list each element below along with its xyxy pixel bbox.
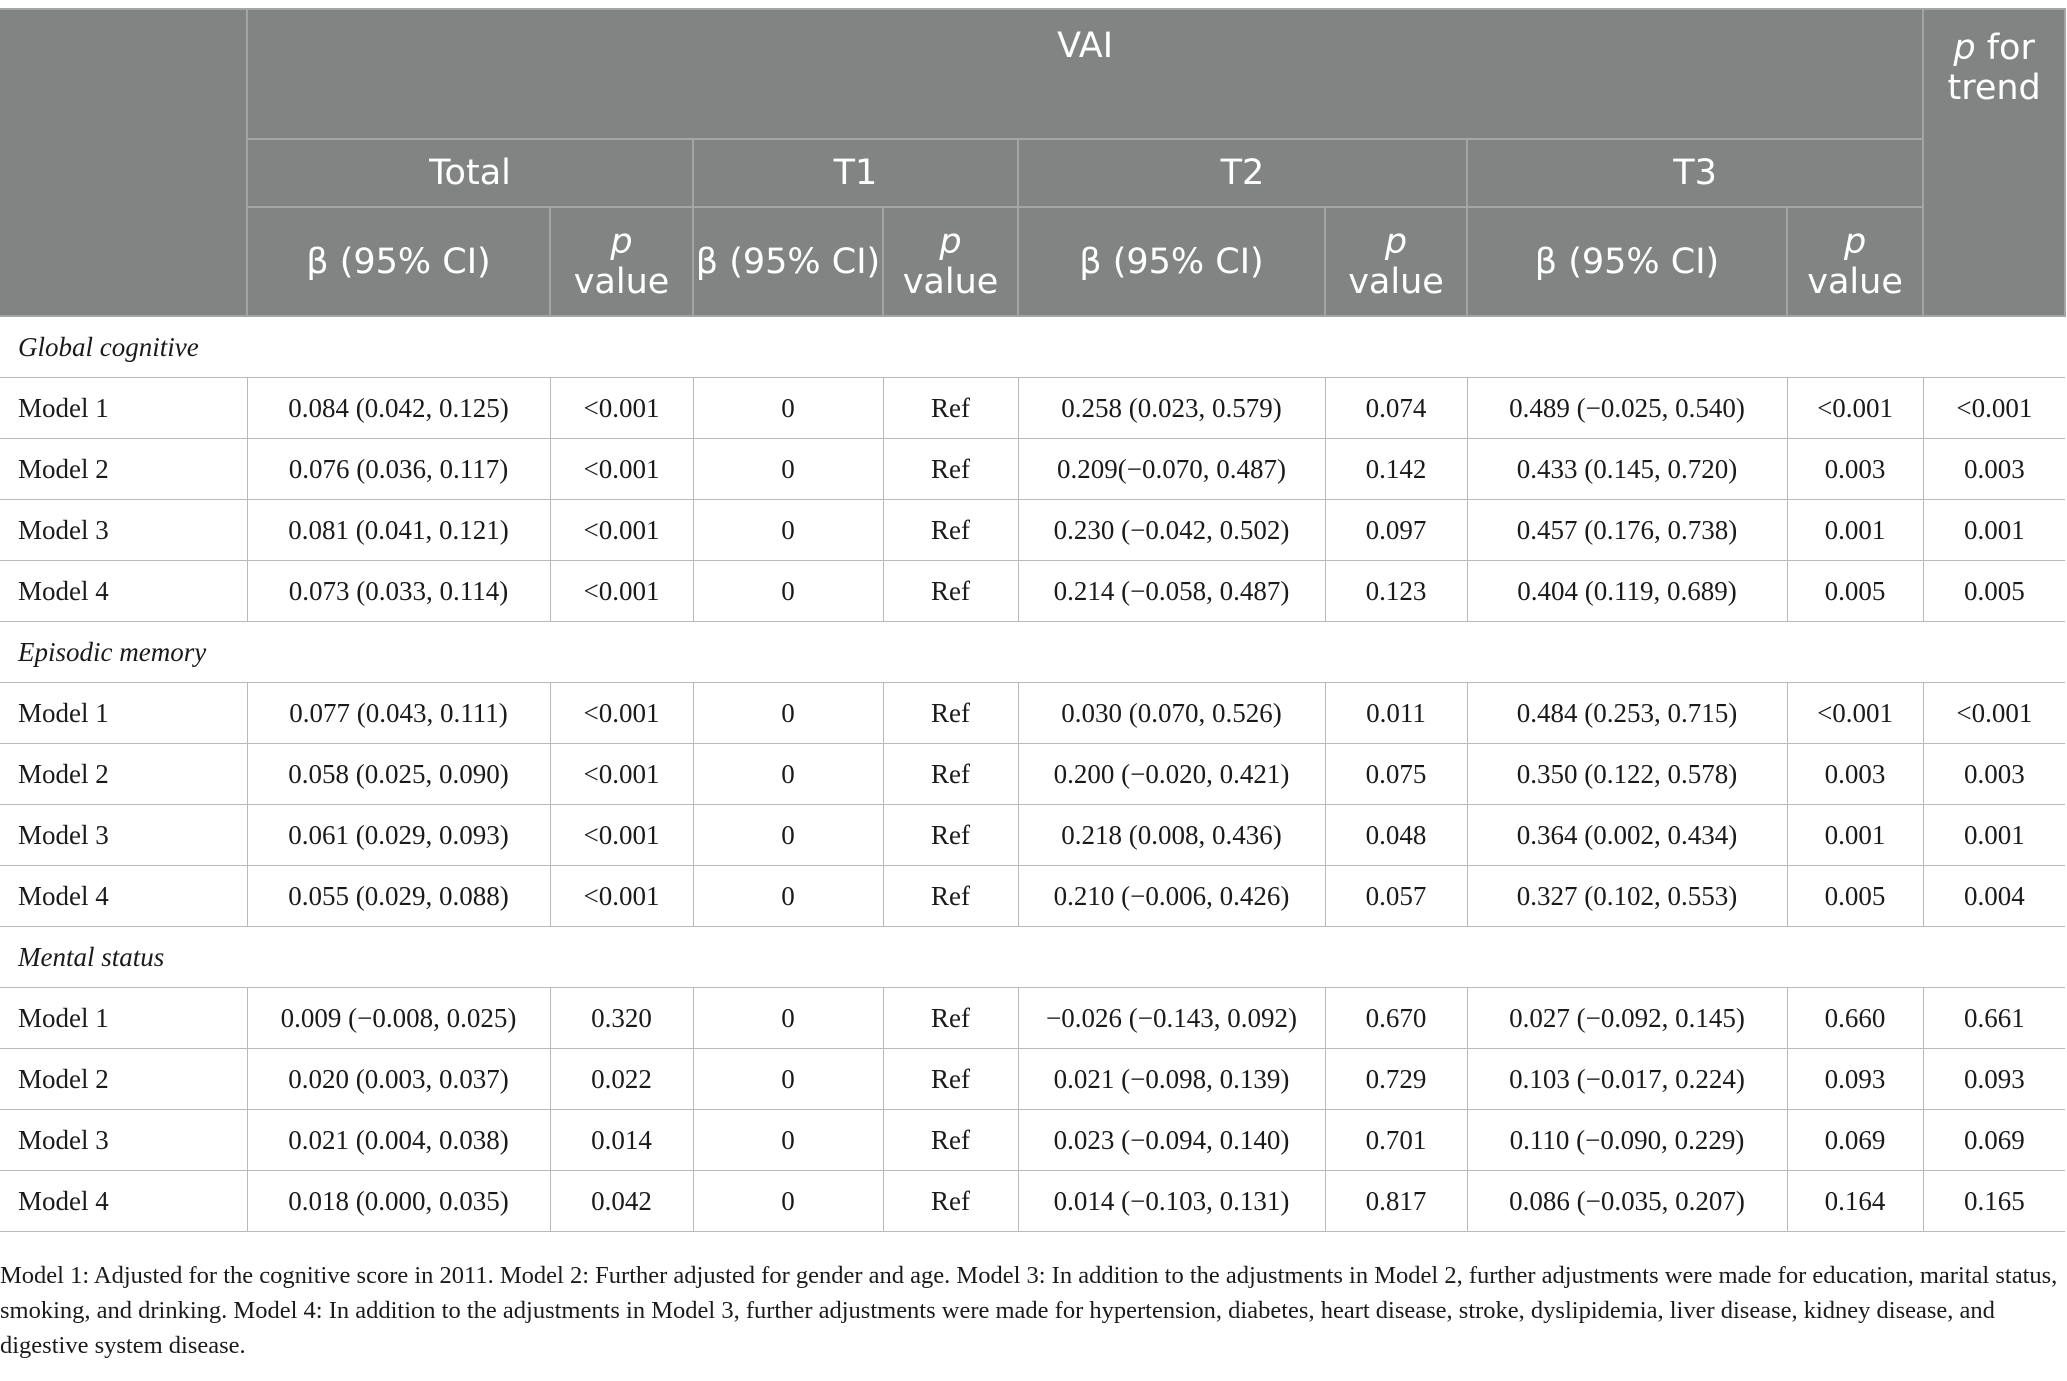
cell-total-beta: 0.077 (0.043, 0.111) <box>247 683 550 744</box>
results-table-container <box>0 8 2065 1232</box>
cell-p-trend: 0.003 <box>1923 439 2065 500</box>
cell-t3-beta: 0.457 (0.176, 0.738) <box>1467 500 1787 561</box>
header-p-value-t2: p value <box>1325 207 1467 316</box>
cell-t2-p: 0.142 <box>1325 439 1467 500</box>
table-row <box>0 1171 2065 1232</box>
cell-t1-beta: 0 <box>693 561 883 622</box>
cell-t3-p: 0.005 <box>1787 866 1923 927</box>
cell-p-trend: <0.001 <box>1923 683 2065 744</box>
section-header-row <box>0 622 2065 683</box>
cell-t3-p: 0.069 <box>1787 1110 1923 1171</box>
cell-model: Model 1 <box>0 378 247 439</box>
table-row <box>0 866 2065 927</box>
cell-t2-p: 0.701 <box>1325 1110 1467 1171</box>
cell-t2-beta: 0.258 (0.023, 0.579) <box>1018 378 1325 439</box>
cell-total-p: <0.001 <box>550 378 693 439</box>
cell-t2-beta: 0.021 (−0.098, 0.139) <box>1018 1049 1325 1110</box>
cell-total-beta: 0.061 (0.029, 0.093) <box>247 805 550 866</box>
cell-p-trend: 0.004 <box>1923 866 2065 927</box>
cell-t3-p: 0.093 <box>1787 1049 1923 1110</box>
p-italic: p <box>1953 28 1976 68</box>
cell-p-trend: <0.001 <box>1923 378 2065 439</box>
cell-t3-p: 0.003 <box>1787 439 1923 500</box>
table-row <box>0 1049 2065 1110</box>
cell-t3-beta: 0.433 (0.145, 0.720) <box>1467 439 1787 500</box>
cell-p-trend: 0.005 <box>1923 561 2065 622</box>
cell-t3-p: 0.005 <box>1787 561 1923 622</box>
cell-t3-p: 0.001 <box>1787 500 1923 561</box>
cell-t2-beta: 0.200 (−0.020, 0.421) <box>1018 744 1325 805</box>
cell-total-beta: 0.020 (0.003, 0.037) <box>247 1049 550 1110</box>
cell-t2-beta: 0.230 (−0.042, 0.502) <box>1018 500 1325 561</box>
table-header <box>0 9 2065 316</box>
cell-t1-beta: 0 <box>693 1049 883 1110</box>
table-row <box>0 805 2065 866</box>
cell-model: Model 4 <box>0 1171 247 1232</box>
cell-model: Model 3 <box>0 805 247 866</box>
header-corner-cell <box>0 9 247 316</box>
cell-total-beta: 0.081 (0.041, 0.121) <box>247 500 550 561</box>
header-group-total: Total <box>247 139 693 207</box>
cell-t2-p: 0.048 <box>1325 805 1467 866</box>
cell-p-trend: 0.165 <box>1923 1171 2065 1232</box>
cell-t1-p: Ref <box>883 805 1018 866</box>
header-beta-t1: β (95% CI) <box>693 207 883 316</box>
header-group-t2: T2 <box>1018 139 1467 207</box>
cell-t3-beta: 0.103 (−0.017, 0.224) <box>1467 1049 1787 1110</box>
cell-t1-p: Ref <box>883 378 1018 439</box>
header-group-t3: T3 <box>1467 139 1923 207</box>
cell-t1-p: Ref <box>883 683 1018 744</box>
cell-model: Model 4 <box>0 561 247 622</box>
p-for-trend-rest: for trend <box>1947 28 2041 108</box>
cell-t2-p: 0.817 <box>1325 1171 1467 1232</box>
header-group-t1: T1 <box>693 139 1018 207</box>
cell-t2-p: 0.074 <box>1325 378 1467 439</box>
cell-t1-beta: 0 <box>693 683 883 744</box>
cell-p-trend: 0.661 <box>1923 988 2065 1049</box>
cell-t3-p: <0.001 <box>1787 683 1923 744</box>
cell-t1-beta: 0 <box>693 744 883 805</box>
cell-total-beta: 0.021 (0.004, 0.038) <box>247 1110 550 1171</box>
cell-total-p: 0.042 <box>550 1171 693 1232</box>
table-row <box>0 744 2065 805</box>
cell-p-trend: 0.069 <box>1923 1110 2065 1171</box>
cell-total-p: 0.022 <box>550 1049 693 1110</box>
header-p-value-total: p value <box>550 207 693 316</box>
cell-t2-beta: 0.209(−0.070, 0.487) <box>1018 439 1325 500</box>
header-beta-t3: β (95% CI) <box>1467 207 1787 316</box>
header-beta-t2: β (95% CI) <box>1018 207 1325 316</box>
cell-model: Model 4 <box>0 866 247 927</box>
cell-model: Model 2 <box>0 439 247 500</box>
cell-t1-p: Ref <box>883 1110 1018 1171</box>
cell-t2-beta: 0.023 (−0.094, 0.140) <box>1018 1110 1325 1171</box>
cell-t2-p: 0.729 <box>1325 1049 1467 1110</box>
cell-total-beta: 0.073 (0.033, 0.114) <box>247 561 550 622</box>
cell-t1-p: Ref <box>883 1049 1018 1110</box>
cell-t3-beta: 0.350 (0.122, 0.578) <box>1467 744 1787 805</box>
cell-total-p: <0.001 <box>550 500 693 561</box>
cell-total-beta: 0.055 (0.029, 0.088) <box>247 866 550 927</box>
cell-t1-p: Ref <box>883 1171 1018 1232</box>
section-title: Episodic memory <box>0 622 2065 683</box>
cell-total-p: <0.001 <box>550 805 693 866</box>
cell-t2-p: 0.075 <box>1325 744 1467 805</box>
cell-t2-p: 0.123 <box>1325 561 1467 622</box>
cell-total-beta: 0.076 (0.036, 0.117) <box>247 439 550 500</box>
section-header-row <box>0 927 2065 988</box>
cell-p-trend: 0.001 <box>1923 500 2065 561</box>
table-row <box>0 1110 2065 1171</box>
cell-t2-p: 0.011 <box>1325 683 1467 744</box>
cell-t3-beta: 0.489 (−0.025, 0.540) <box>1467 378 1787 439</box>
cell-t3-p: 0.003 <box>1787 744 1923 805</box>
header-vai: VAI <box>247 9 1923 139</box>
table-row <box>0 988 2065 1049</box>
cell-t3-beta: 0.086 (−0.035, 0.207) <box>1467 1171 1787 1232</box>
cell-total-beta: 0.018 (0.000, 0.035) <box>247 1171 550 1232</box>
cell-t1-beta: 0 <box>693 378 883 439</box>
cell-total-beta: 0.009 (−0.008, 0.025) <box>247 988 550 1049</box>
cell-model: Model 3 <box>0 1110 247 1171</box>
cell-t3-beta: 0.027 (−0.092, 0.145) <box>1467 988 1787 1049</box>
cell-total-p: <0.001 <box>550 561 693 622</box>
cell-total-p: <0.001 <box>550 866 693 927</box>
header-p-for-trend <box>1923 9 2065 316</box>
cell-t2-beta: −0.026 (−0.143, 0.092) <box>1018 988 1325 1049</box>
table-body <box>0 316 2065 1232</box>
cell-p-trend: 0.093 <box>1923 1049 2065 1110</box>
cell-t2-beta: 0.214 (−0.058, 0.487) <box>1018 561 1325 622</box>
table-row <box>0 500 2065 561</box>
cell-t1-p: Ref <box>883 561 1018 622</box>
cell-t1-beta: 0 <box>693 988 883 1049</box>
cell-t3-p: 0.660 <box>1787 988 1923 1049</box>
header-p-value-t1: p value <box>883 207 1018 316</box>
cell-t3-p: 0.001 <box>1787 805 1923 866</box>
cell-model: Model 2 <box>0 744 247 805</box>
section-header-row <box>0 316 2065 378</box>
table-row <box>0 439 2065 500</box>
cell-t3-beta: 0.110 (−0.090, 0.229) <box>1467 1110 1787 1171</box>
cell-t1-p: Ref <box>883 988 1018 1049</box>
cell-t1-p: Ref <box>883 439 1018 500</box>
cell-t3-beta: 0.364 (0.002, 0.434) <box>1467 805 1787 866</box>
cell-t1-beta: 0 <box>693 805 883 866</box>
cell-model: Model 1 <box>0 683 247 744</box>
cell-p-trend: 0.001 <box>1923 805 2065 866</box>
cell-model: Model 3 <box>0 500 247 561</box>
cell-p-trend: 0.003 <box>1923 744 2065 805</box>
header-beta-total: β (95% CI) <box>247 207 550 316</box>
cell-t1-p: Ref <box>883 744 1018 805</box>
cell-t1-beta: 0 <box>693 500 883 561</box>
cell-t2-beta: 0.030 (0.070, 0.526) <box>1018 683 1325 744</box>
cell-t1-beta: 0 <box>693 866 883 927</box>
cell-model: Model 1 <box>0 988 247 1049</box>
cell-t3-beta: 0.404 (0.119, 0.689) <box>1467 561 1787 622</box>
cell-total-beta: 0.058 (0.025, 0.090) <box>247 744 550 805</box>
cell-t3-beta: 0.327 (0.102, 0.553) <box>1467 866 1787 927</box>
cell-t3-beta: 0.484 (0.253, 0.715) <box>1467 683 1787 744</box>
cell-t2-p: 0.097 <box>1325 500 1467 561</box>
cell-t2-beta: 0.014 (−0.103, 0.131) <box>1018 1171 1325 1232</box>
cell-total-p: <0.001 <box>550 744 693 805</box>
table-row <box>0 378 2065 439</box>
cell-t2-beta: 0.218 (0.008, 0.436) <box>1018 805 1325 866</box>
cell-total-p: <0.001 <box>550 683 693 744</box>
cell-t2-p: 0.057 <box>1325 866 1467 927</box>
results-table <box>0 8 2066 1232</box>
section-title: Global cognitive <box>0 316 2065 378</box>
cell-total-beta: 0.084 (0.042, 0.125) <box>247 378 550 439</box>
cell-t3-p: 0.164 <box>1787 1171 1923 1232</box>
table-row <box>0 683 2065 744</box>
section-title: Mental status <box>0 927 2065 988</box>
cell-t1-beta: 0 <box>693 439 883 500</box>
cell-total-p: 0.320 <box>550 988 693 1049</box>
table-footnote: Model 1: Adjusted for the cognitive score in 2011. Model 2: Further adjusted for gender and age. Model 3: In addition to the adjustments in Model 2, further adjustments were made for education, marital status, smoking, and drinking. Model 4: In addition to the adjustments in Model 3, further adjustments were made for hypertension, diabetes, heart disease, stroke, dyslipidemia, liver disease, kidney disease, and digestive system disease. <box>0 1262 2058 1359</box>
cell-t1-beta: 0 <box>693 1171 883 1232</box>
cell-t1-p: Ref <box>883 866 1018 927</box>
cell-t2-beta: 0.210 (−0.006, 0.426) <box>1018 866 1325 927</box>
table-row <box>0 561 2065 622</box>
cell-t2-p: 0.670 <box>1325 988 1467 1049</box>
header-p-value-t3: p value <box>1787 207 1923 316</box>
cell-t3-p: <0.001 <box>1787 378 1923 439</box>
cell-t1-beta: 0 <box>693 1110 883 1171</box>
cell-model: Model 2 <box>0 1049 247 1110</box>
cell-t1-p: Ref <box>883 500 1018 561</box>
cell-total-p: <0.001 <box>550 439 693 500</box>
cell-total-p: 0.014 <box>550 1110 693 1171</box>
